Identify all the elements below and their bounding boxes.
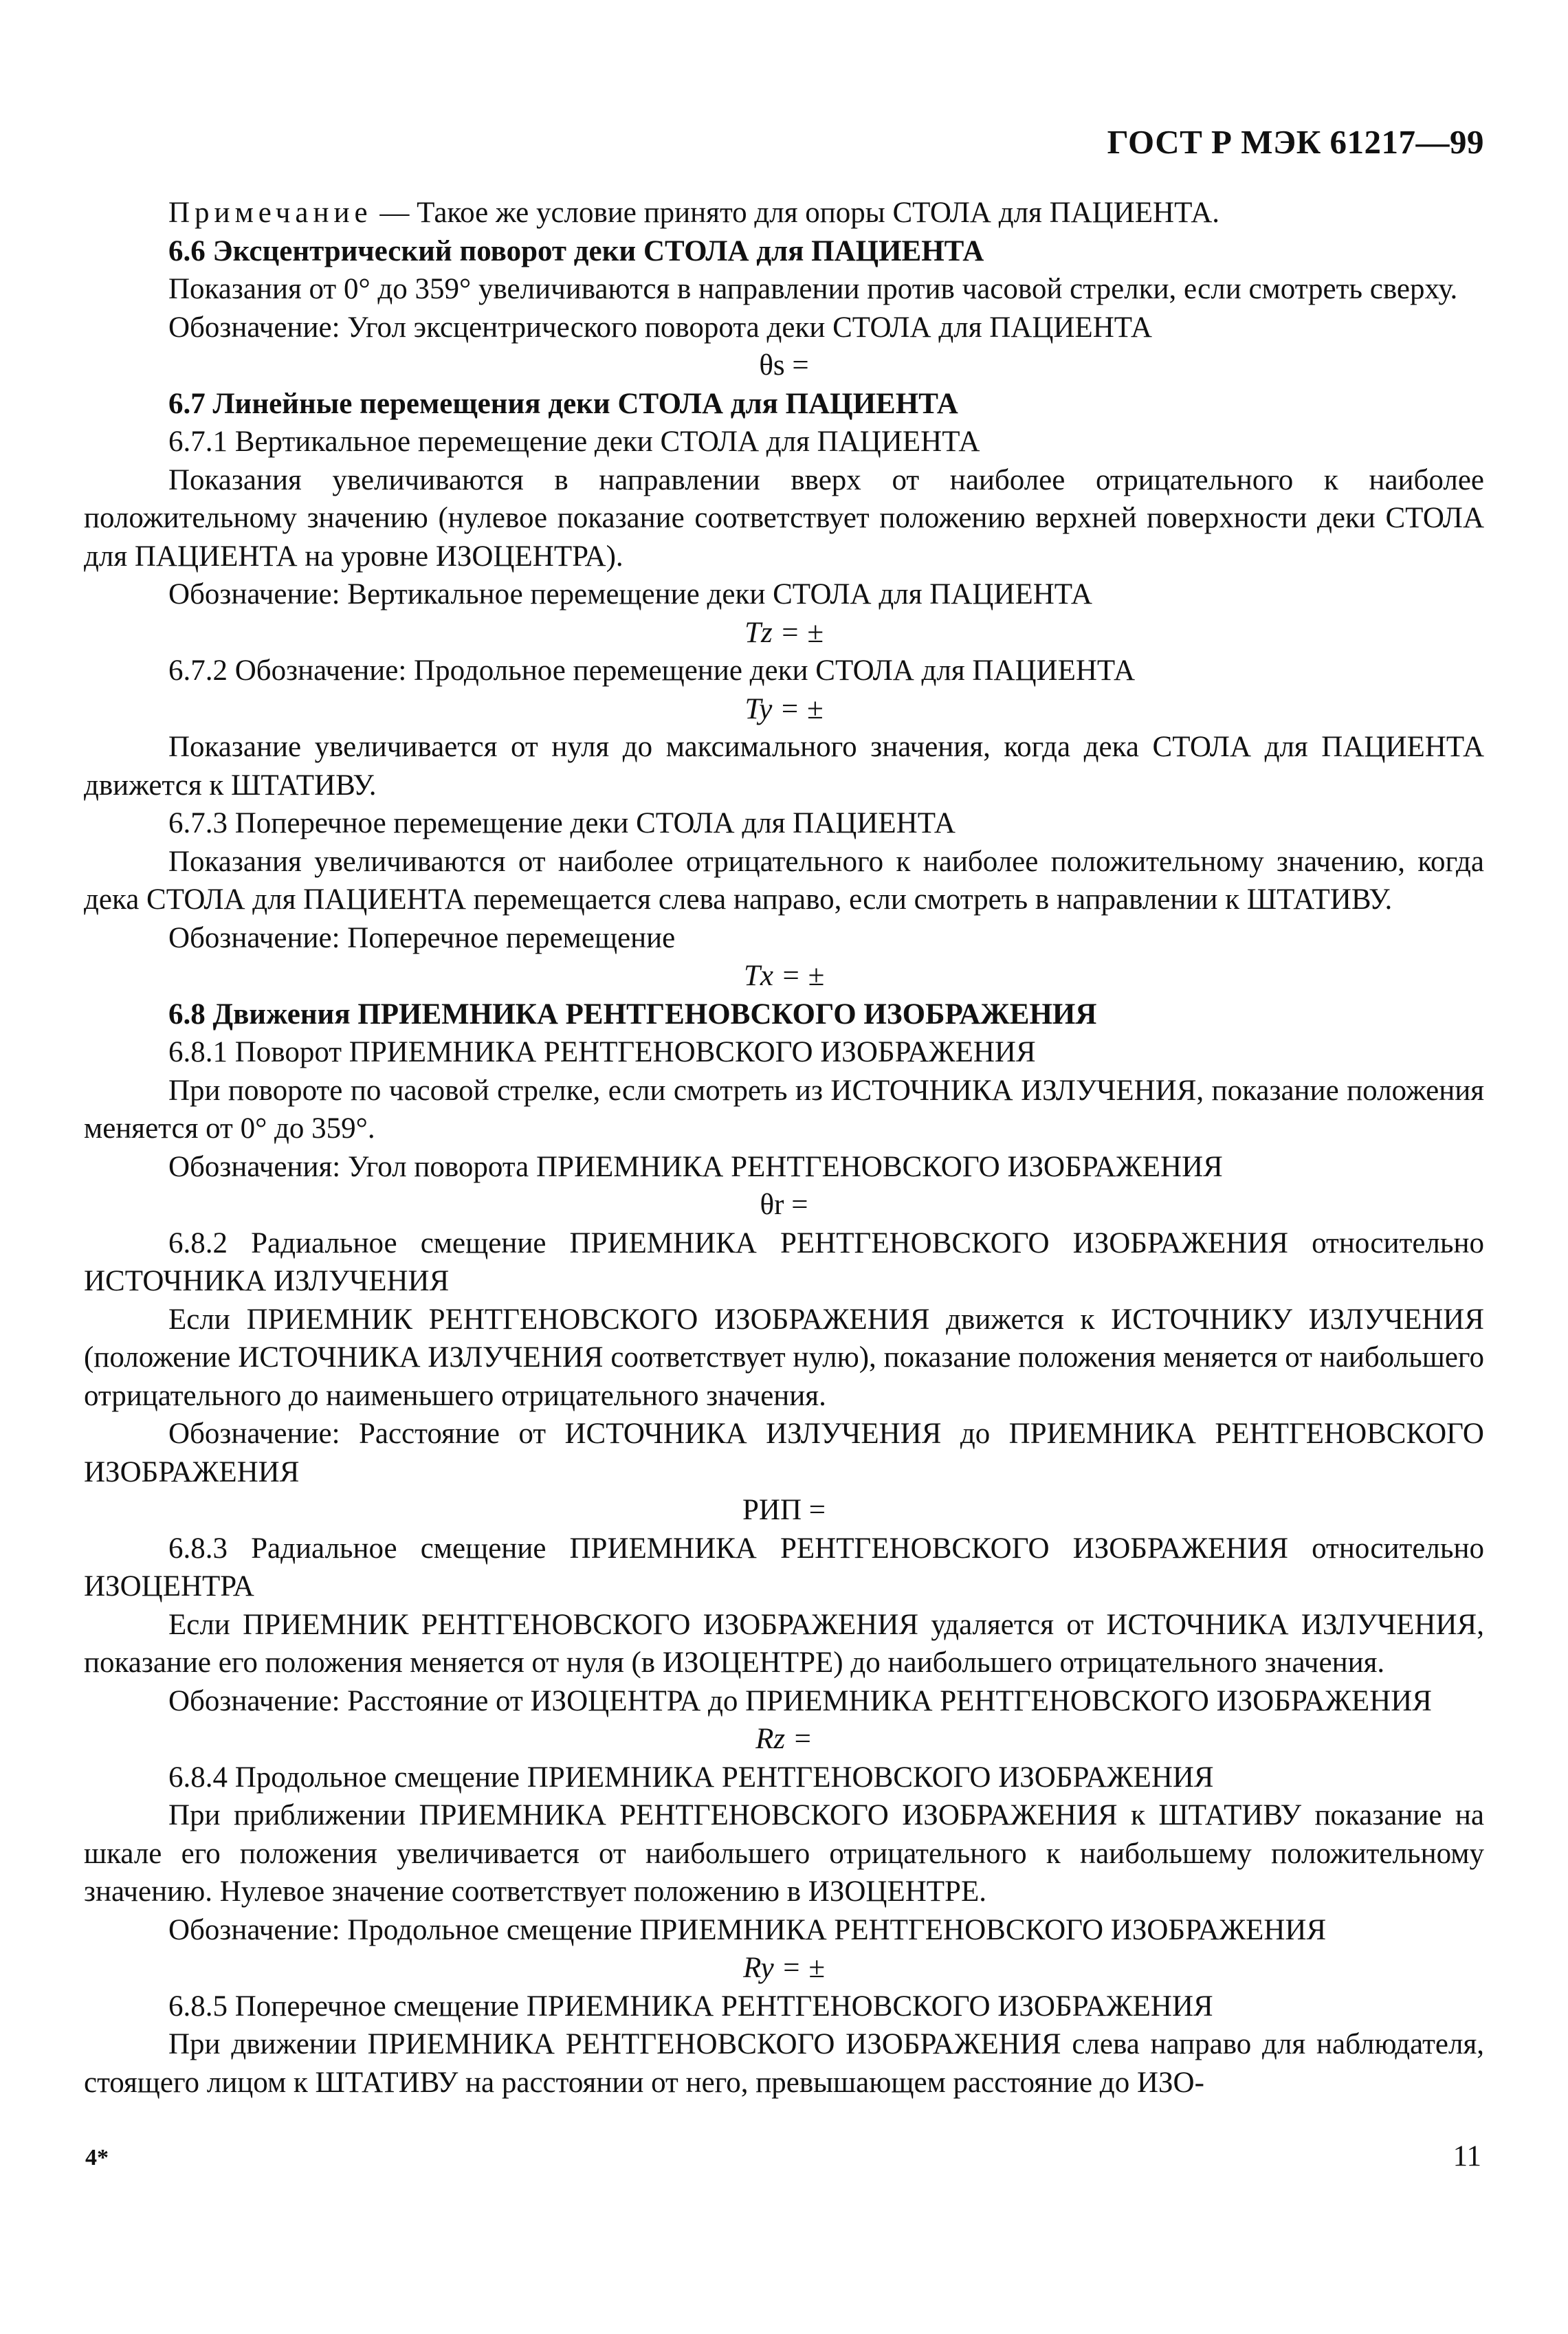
page-body xyxy=(84,194,1484,2102)
paragraph: Обозначения: Угол поворота ПРИЕМНИКА РЕНТГЕНОВСКОГО ИЗОБРАЖЕНИЯ xyxy=(168,1150,1223,1183)
formula-theta-r: θr = xyxy=(760,1189,808,1221)
paragraph: Обозначение: Вертикальное перемещение деки СТОЛА для ПАЦИЕНТА xyxy=(168,578,1092,610)
note-text: — Такое же условие принято для опоры СТОЛА для ПАЦИЕНТА. xyxy=(372,197,1220,229)
subsection-heading-6-8-3: 6.8.3 Радиальное смещение ПРИЕМНИКА РЕНТГЕНОВСКОГО ИЗОБРАЖЕНИЯ относительно ИЗОЦЕНТРА xyxy=(84,1532,1484,1603)
standard-code: ГОСТ Р МЭК 61217—99 xyxy=(1107,123,1484,161)
paragraph: Обозначение: Расстояние от ИСТОЧНИКА ИЗЛУЧЕНИЯ до ПРИЕМНИКА РЕНТГЕНОВСКОГО ИЗОБРАЖЕНИЯ xyxy=(84,1418,1484,1488)
paragraph: При приближении ПРИЕМНИКА РЕНТГЕНОВСКОГО ИЗОБРАЖЕНИЯ к ШТАТИВУ показание на шкале его положения увеличивается от наибольшего отрицательного к наибольшему положительному значению. Нулевое значение соответствует положению в ИЗОЦЕНТРЕ. xyxy=(84,1799,1484,1908)
section-heading-6-6: 6.6 Эксцентрический поворот деки СТОЛА для ПАЦИЕНТА xyxy=(168,234,984,267)
paragraph: При повороте по часовой стрелке, если смотреть из ИСТОЧНИКА ИЗЛУЧЕНИЯ, показание положения меняется от 0° до 359°. xyxy=(84,1074,1484,1145)
note xyxy=(84,194,1484,232)
formula-tz: Tz = ± xyxy=(744,616,824,649)
formula-ry: Ry = ± xyxy=(743,1952,825,1984)
subsection-heading-6-7-2: 6.7.2 Обозначение: Продольное перемещение деки СТОЛА для ПАЦИЕНТА xyxy=(168,654,1136,687)
paragraph: Показания увеличиваются в направлении вверх от наиболее отрицательного к наиболее положительному значению (нулевое показание соответствует положению верхней поверхности деки СТОЛА для ПАЦИЕНТА на уровне ИЗОЦЕНТРА). xyxy=(84,463,1484,573)
subsection-heading-6-8-4: 6.8.4 Продольное смещение ПРИЕМНИКА РЕНТГЕНОВСКОГО ИЗОБРАЖЕНИЯ xyxy=(168,1761,1214,1794)
paragraph: Показания от 0° до 359° увеличиваются в направлении против часовой стрелки, если смотреть сверху. xyxy=(168,273,1458,305)
paragraph: Обозначение: Продольное смещение ПРИЕМНИКА РЕНТГЕНОВСКОГО ИЗОБРАЖЕНИЯ xyxy=(168,1913,1327,1946)
formula-theta-s: θs = xyxy=(759,349,809,382)
paragraph: Показания увеличиваются от наиболее отрицательного к наиболее положительному значению, когда дека СТОЛА для ПАЦИЕНТА перемещается слева направо, если смотреть в направлении к ШТАТИВУ. xyxy=(84,845,1484,916)
sheet-mark: 4* xyxy=(85,2145,109,2170)
subsection-heading-6-8-5: 6.8.5 Поперечное смещение ПРИЕМНИКА РЕНТГЕНОВСКОГО ИЗОБРАЖЕНИЯ xyxy=(168,1990,1213,2023)
formula-rip: РИП = xyxy=(742,1494,826,1526)
paragraph: Обозначение: Угол эксцентрического поворота деки СТОЛА для ПАЦИЕНТА xyxy=(168,311,1152,344)
formula-tx: Tx = ± xyxy=(743,960,825,992)
paragraph: Обозначение: Поперечное перемещение xyxy=(168,921,676,954)
paragraph: Показание увеличивается от нуля до максимального значения, когда дека СТОЛА для ПАЦИЕНТА движется к ШТАТИВУ. xyxy=(84,731,1484,802)
section-heading-6-8: 6.8 Движения ПРИЕМНИКА РЕНТГЕНОВСКОГО ИЗОБРАЖЕНИЯ xyxy=(168,998,1097,1031)
paragraph: Обозначение: Расстояние от ИЗОЦЕНТРА до ПРИЕМНИКА РЕНТГЕНОВСКОГО ИЗОБРАЖЕНИЯ xyxy=(168,1684,1432,1717)
paragraph: Если ПРИЕМНИК РЕНТГЕНОВСКОГО ИЗОБРАЖЕНИЯ движется к ИСТОЧНИКУ ИЗЛУЧЕНИЯ (положение ИСТОЧНИКА ИЗЛУЧЕНИЯ соответствует нулю), показание положения меняется от наибольшего отрицательного до наименьшего отрицательного значения. xyxy=(84,1303,1484,1412)
formula-rz: Rz = xyxy=(755,1723,813,1755)
page-number: 11 xyxy=(1453,2140,1481,2172)
paragraph: При движении ПРИЕМНИКА РЕНТГЕНОВСКОГО ИЗОБРАЖЕНИЯ слева направо для наблюдателя, стоящего лицом к ШТАТИВУ на расстоянии от него, превышающем расстояние до ИЗО- xyxy=(84,2028,1484,2099)
subsection-heading-6-8-2: 6.8.2 Радиальное смещение ПРИЕМНИКА РЕНТГЕНОВСКОГО ИЗОБРАЖЕНИЯ относительно ИСТОЧНИКА ИЗЛУЧЕНИЯ xyxy=(84,1226,1484,1297)
paragraph: Если ПРИЕМНИК РЕНТГЕНОВСКОГО ИЗОБРАЖЕНИЯ удаляется от ИСТОЧНИКА ИЗЛУЧЕНИЯ, показание его положения меняется от нуля (в ИЗОЦЕНТРЕ) до наибольшего отрицательного значения. xyxy=(84,1608,1484,1679)
subsection-heading-6-7-3: 6.7.3 Поперечное перемещение деки СТОЛА для ПАЦИЕНТА xyxy=(168,807,956,839)
note-label: Примечание xyxy=(168,197,373,229)
formula-ty: Ty = ± xyxy=(744,692,824,725)
section-heading-6-7: 6.7 Линейные перемещения деки СТОЛА для ПАЦИЕНТА xyxy=(168,387,958,420)
subsection-heading-6-8-1: 6.8.1 Поворот ПРИЕМНИКА РЕНТГЕНОВСКОГО ИЗОБРАЖЕНИЯ xyxy=(168,1036,1036,1068)
subsection-heading-6-7-1: 6.7.1 Вертикальное перемещение деки СТОЛА для ПАЦИЕНТА xyxy=(168,426,980,458)
